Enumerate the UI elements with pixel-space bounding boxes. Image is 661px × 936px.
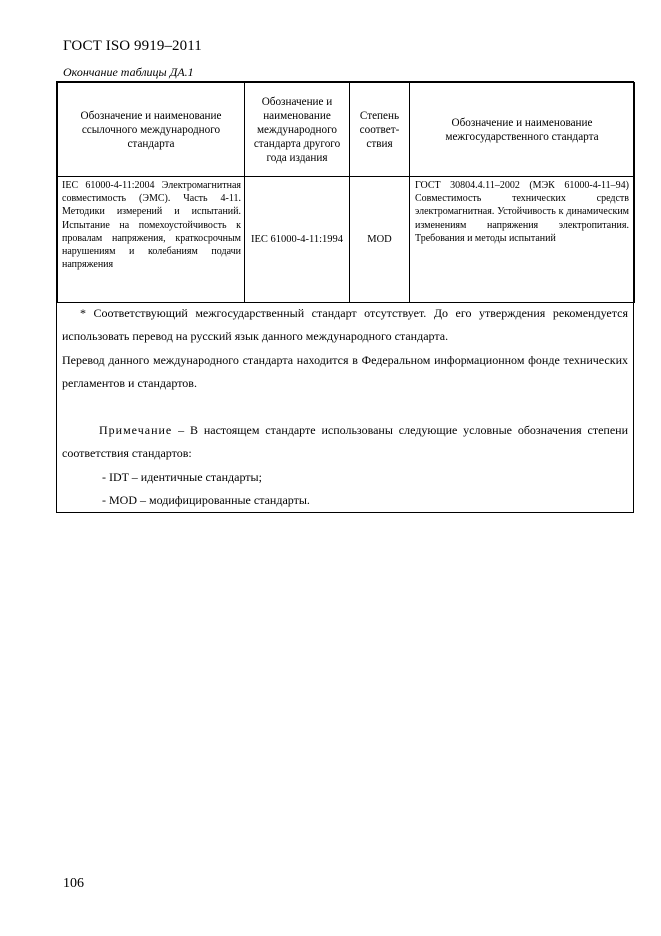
- column-header-other-year: Обозначение и наименование международного стандарта другого года издания: [245, 83, 350, 177]
- table-caption: Окончание таблицы ДА.1: [63, 65, 194, 79]
- translation-paragraph: Перевод данного международного стандарта находится в Федеральном информационном фонде технических регламентов и стандартов.: [62, 352, 628, 390]
- document-title: ГОСТ ISO 9919–2011: [63, 38, 202, 54]
- spacer: [62, 395, 628, 419]
- reference-table: [57, 82, 635, 303]
- interstate-standard-cell: ГОСТ 30804.4.11–2002 (МЭК 61000-4-11–94) Совместимость технических средств электромагнитная. Устойчивость к динамическим изменениям напряжения электропитания. Требования и методы испытаний: [410, 177, 635, 303]
- footnote-paragraph: * Соответствующий межгосударственный стандарт отсутствует. До его утверждения рекомендуется использовать перевод на русский язык данного международного стандарта.: [62, 306, 628, 344]
- column-header-ref-standard: Обозначение и наименование ссылочного международного стандарта: [58, 83, 245, 177]
- note-paragraph: [62, 419, 628, 466]
- table-header-row: [58, 83, 635, 177]
- degree-cell: MOD: [350, 177, 410, 303]
- page-number: 106: [63, 876, 84, 891]
- column-header-degree: Степень соответ-ствия: [350, 83, 410, 177]
- notes-block: [62, 302, 628, 512]
- note-label: Примечание: [99, 423, 173, 438]
- table-row: [58, 177, 635, 303]
- column-header-interstate-standard: Обозначение и наименование межгосударственного стандарта: [410, 83, 635, 177]
- other-year-cell: IEC 61000-4-11:1994: [245, 177, 350, 303]
- list-item: - IDT – идентичные стандарты;: [102, 469, 262, 484]
- note-text: – В настоящем стандарте использованы следующие условные обозначения степени соответствия стандартов:: [62, 423, 628, 461]
- list-item: - MOD – модифицированные стандарты.: [102, 493, 310, 508]
- ref-standard-cell: IEC 61000-4-11:2004 Электромагнитная совместимость (ЭМС). Часть 4-11. Методики измерений и испытаний. Испытание на помехоустойчивость к провалам напряжения, краткосрочным нарушениям и колебаниям подачи напряжения: [58, 177, 245, 303]
